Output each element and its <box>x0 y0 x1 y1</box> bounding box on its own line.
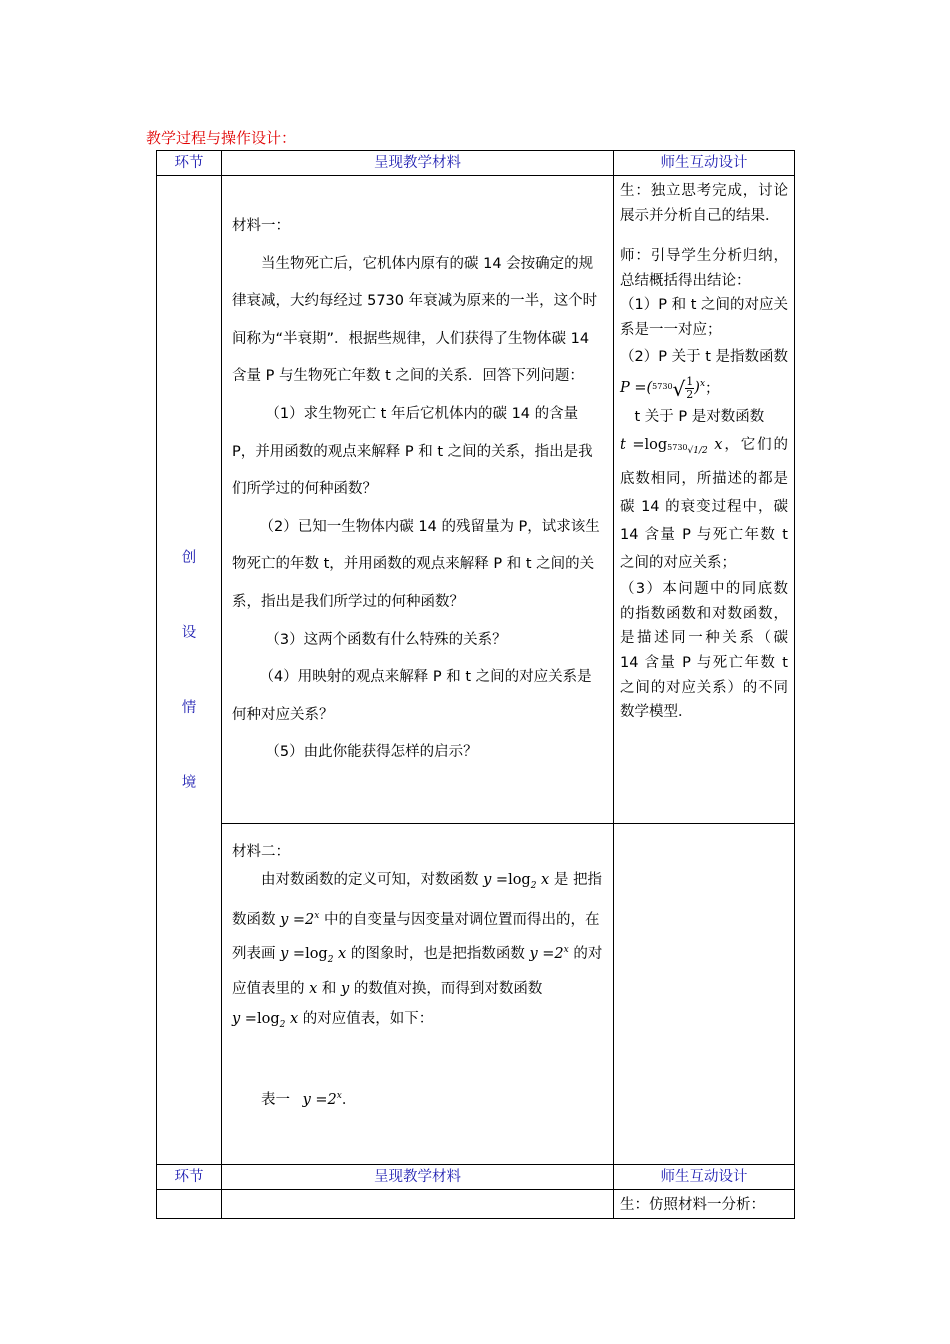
m2-text-3: 把指数函数 <box>232 872 602 928</box>
material-one-title: 材料一： <box>232 218 290 234</box>
m2-text-1: 由对数函数的定义可知，对数函数 <box>261 872 479 888</box>
material-two-row <box>157 824 795 1165</box>
material-one-intro: 当生物死亡后，它机体内原有的碳 14 会按确定的规律衰减，大约每经过 5730 年衰减为原来的一半，这个时间称为“半衰期”．根据些规律，人们获得了生物体碳 14 含量 P 与生物死亡年数 t 之间的关系．回答下列问题： <box>232 255 598 385</box>
exp-function-formula: P =($^{5730}$√ $\frac{1}{2}$ )$^x$ <box>620 374 706 402</box>
footer-header-stage: 环节 <box>157 1165 222 1190</box>
question-2: （2）已知一生物体内碳 14 的残留量为 P，试求该生物死亡的年数 t，并用函数的观点来解释 P 和 t 之间的关系，指出是我们所学过的何种函数？ <box>232 518 600 610</box>
conclusion-1: （1）P 和 t 之间的对应关系是一一对应； <box>620 297 788 338</box>
conclusion-2-suffix: ； <box>705 380 720 397</box>
teacher-activity: 师：引导学生分析归纳，总结概括得出结论： <box>620 248 788 289</box>
stage-char-3: 情 <box>181 700 197 716</box>
log-formula-3: $y =\log_2$ x <box>232 1011 299 1031</box>
log-formula-1: $y =\log_2$ x <box>483 872 550 891</box>
question-4: （4）用映射的观点来解释 P 和 t 之间的对应关系是何种对应关系？ <box>232 669 592 723</box>
header-interaction: 师生互动设计 <box>614 151 795 176</box>
caption-formula: $y =2^x$ <box>302 1091 342 1109</box>
frac-den: 2 <box>686 387 694 401</box>
footer-header-material: 呈现教学材料 <box>222 1165 614 1190</box>
material-two-title: 材料二： <box>232 844 290 860</box>
conclusion-3: （3）本问题中的同底数的指数函数和对数函数，是描述同一种关系（碳 14 含量 P 与死亡年数 t 之间的对应关系）的不同数学模型． <box>620 581 788 721</box>
log-frac-den: 2 <box>702 446 708 457</box>
material-two-cell <box>222 824 614 1165</box>
stage-char-4: 境 <box>181 775 197 791</box>
frac-num: 1 <box>686 374 694 388</box>
section-heading: 教学过程与操作设计： <box>146 129 297 147</box>
stage-cell <box>157 176 222 1165</box>
question-5: （5）由此你能获得怎样的启示？ <box>265 744 478 761</box>
last-row-stage <box>157 1190 222 1219</box>
last-row-material <box>222 1190 614 1219</box>
table-caption-label: 表一 <box>261 1092 290 1109</box>
header-stage: 环节 <box>157 151 222 176</box>
student-activity: 生：独立思考完成，讨论展示并分析自己的结果． <box>620 183 788 224</box>
stage-char-1: 创 <box>181 550 197 566</box>
footer-header-row <box>157 1165 795 1190</box>
question-3: （3）这两个函数有什么特殊的关系？ <box>265 631 507 648</box>
m2-text-7: 和 <box>321 981 337 998</box>
last-row <box>157 1190 795 1219</box>
lesson-table <box>156 150 795 1219</box>
log-function-formula: $t =\log_{5730√1/2}$ x <box>620 437 723 457</box>
var-x: x <box>309 981 318 998</box>
m2-text-6: 的对应值表里的 <box>232 945 603 998</box>
interaction-two-cell <box>614 824 795 1165</box>
material-one-cell <box>222 176 614 824</box>
question-1: （1）求生物死亡 t 年后它机体内的碳 14 的含量 P，并用函数的观点来解释 P 和 t 之间的关系，指出是我们所学过的何种函数？ <box>232 405 593 498</box>
stage-char-2: 设 <box>181 625 197 641</box>
log-function-line <box>620 431 788 577</box>
m2-text-2: 是 <box>553 872 569 888</box>
log-formula-2: $y =\log_2$ x <box>280 945 347 965</box>
header-material: 呈现教学材料 <box>222 151 614 176</box>
conclusion-2 <box>620 343 788 404</box>
table-caption <box>232 1084 605 1113</box>
m2-text-5: 的图象时，也是把指数函数 <box>350 945 525 962</box>
conclusion-2-prefix: （2）P 关于 t 是指数函数 <box>620 348 788 365</box>
table-header-row <box>157 151 795 176</box>
last-row-interaction: 生：仿照材料一分析： <box>614 1190 795 1219</box>
m2-text-8: 的数值对换，而得到对数函数 <box>353 981 543 998</box>
log-root-index: 5730 <box>667 443 688 453</box>
var-y: y <box>341 981 350 998</box>
m2-text-4: 中的自变量与因变量对调位置而得出的，在列表画 <box>232 911 600 962</box>
m2-text-9: 的对应值表，如下： <box>302 1011 434 1028</box>
conclusion-2b-suffix: ，它们的底数相同，所描述的都是碳 14 的衰变过程中，碳 14 含量 P 与死亡年数 t 之间的对应关系； <box>620 437 789 572</box>
material-two-para <box>232 865 605 1040</box>
exp-formula-1: $y =2^x$ <box>280 910 320 928</box>
footer-header-interaction: 师生互动设计 <box>614 1165 795 1190</box>
interaction-one-cell <box>614 176 795 824</box>
conclusion-2b-prefix: t 关于 P 是对数函数 <box>634 409 765 426</box>
table-caption-end: ． <box>341 1092 357 1109</box>
material-one-row <box>157 176 795 824</box>
conclusion-2b <box>620 403 788 431</box>
root-index: 5730 <box>652 382 673 392</box>
exp-formula-2: $y =2^x$ <box>529 944 569 962</box>
log-frac-num: 1 <box>693 446 699 457</box>
